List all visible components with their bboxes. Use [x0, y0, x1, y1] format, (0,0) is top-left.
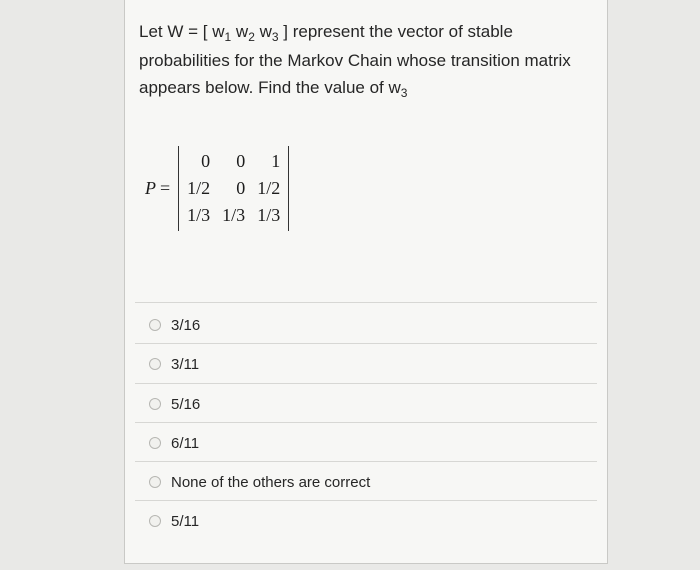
- radio-icon[interactable]: [149, 358, 161, 370]
- option-label: 3/11: [171, 355, 200, 373]
- question-card: [124, 0, 608, 564]
- answer-option-6[interactable]: [149, 510, 199, 532]
- answer-option-1[interactable]: [149, 314, 200, 336]
- answer-option-2[interactable]: [149, 353, 199, 375]
- matrix-bracket: [178, 146, 289, 231]
- option-divider: [135, 422, 597, 423]
- answer-option-4[interactable]: [149, 432, 199, 454]
- matrix-cell: 0: [236, 178, 246, 198]
- matrix-cell: 1/2: [187, 178, 211, 198]
- option-label: 5/11: [171, 512, 200, 530]
- question-part: w: [231, 22, 249, 41]
- option-divider: [135, 343, 597, 344]
- answer-option-3[interactable]: [149, 393, 200, 415]
- matrix-cell: 1/3: [257, 205, 281, 225]
- radio-icon[interactable]: [149, 437, 161, 449]
- option-label: 3/16: [171, 316, 201, 334]
- matrix-cell: 1/3: [187, 205, 211, 225]
- question-part: w: [254, 22, 272, 41]
- radio-icon[interactable]: [149, 398, 161, 410]
- matrix-table: [181, 148, 286, 229]
- question-part: Let W = [ w: [139, 22, 225, 41]
- matrix-row: [181, 202, 286, 229]
- option-divider: [135, 302, 597, 303]
- answer-option-5[interactable]: [149, 471, 370, 493]
- question-part: ] represent the vector of stable probabilities for the Markov Chain whose transition matrix appears below. Find the value of w: [139, 22, 571, 97]
- matrix-label: P: [145, 178, 156, 198]
- option-label: 6/11: [171, 434, 200, 452]
- matrix-row: [181, 175, 286, 202]
- question-text: [139, 18, 599, 103]
- option-label: 5/16: [171, 395, 201, 413]
- radio-icon[interactable]: [149, 515, 161, 527]
- option-divider: [135, 461, 597, 462]
- option-label: None of the others are correct: [171, 473, 371, 491]
- option-divider: [135, 383, 597, 384]
- subscript: 1: [224, 30, 232, 44]
- subscript: 3: [271, 30, 279, 44]
- radio-icon[interactable]: [149, 476, 161, 488]
- matrix-cell: 1: [271, 151, 281, 171]
- subscript: 2: [248, 30, 255, 44]
- matrix-cell: 1/2: [257, 178, 281, 198]
- matrix-row: [181, 148, 286, 175]
- matrix-cell: 0: [201, 151, 211, 171]
- matrix-cell: 0: [236, 151, 246, 171]
- radio-icon[interactable]: [149, 319, 161, 331]
- subscript: 3: [400, 86, 408, 100]
- transition-matrix: [145, 146, 289, 231]
- equals-sign: =: [160, 178, 171, 198]
- matrix-cell: 1/3: [222, 205, 246, 225]
- option-divider: [135, 500, 597, 501]
